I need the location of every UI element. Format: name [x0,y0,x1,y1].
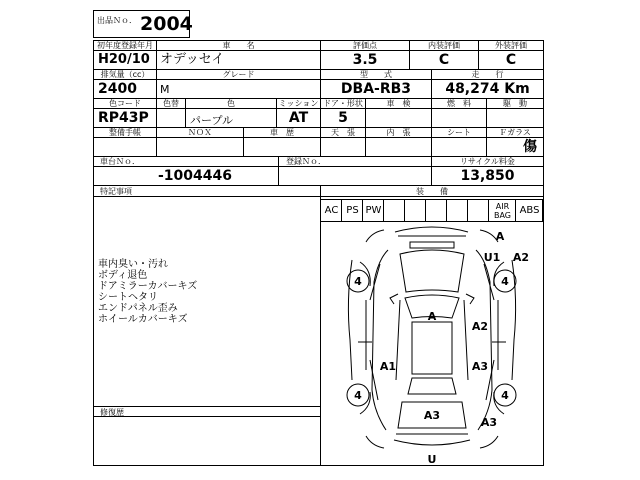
fglass-label: Ｆガラス [499,128,531,137]
lot-no-label: 出品Ｎｏ． [97,16,137,25]
damage-a2-right: A2 [471,320,489,333]
model-name-label: 車 名 [222,41,255,50]
model-value: DBA-RB3 [340,81,412,97]
doors-value: 5 [338,110,348,126]
grade-value: M [160,83,170,96]
exterior-value: C [505,52,517,68]
doors-shape-label: ドア・形状 [323,99,363,108]
remark-item: 車内臭い・汚れ [98,259,168,270]
history-label: 車 歴 [270,128,294,137]
equipment-label: 装 備 [416,187,448,196]
grade-label: グレード [222,70,255,79]
mileage-value: 48,274 Km [445,81,530,97]
damage-a3-bottom: A3 [480,416,498,429]
equipment-cell: ABS [519,204,540,216]
reg-no-label: 登録Ｎｏ． [286,157,326,166]
drive-label: 駆 動 [503,99,527,108]
fglass-value: 傷 [523,139,537,155]
score-value: 3.5 [352,52,378,68]
remark-item: エンドパネル歪み [98,303,178,314]
chassis-no-label: 車台Ｎｏ． [100,157,140,166]
equipment-cell: PW [365,204,382,216]
color-value: パープル [190,114,234,127]
fuel-label: 燃 料 [447,99,471,108]
equipment-cell: AIR BAG [493,201,512,220]
color-change-label: 色替 [163,99,179,108]
chassis-no-value: -1004446 [158,168,232,184]
seat-label: シート [447,128,471,137]
sunroof-label: 天 張 [331,128,355,137]
color-code-value: RP43P [98,110,149,126]
damage-front: A [495,230,505,243]
exterior-label: 外装評価 [495,41,527,50]
first-reg-value: H20/10 [98,52,150,67]
damage-a3-right: A3 [471,360,489,373]
color-label: 色 [227,99,235,108]
tire-front-right-value: 4 [501,275,509,288]
equipment-cell [447,200,468,221]
equipment-cell: PS [346,204,359,216]
remark-item: ドアミラーカバーキズ [98,281,198,292]
equipment-cell [426,200,447,221]
tire-rear-right-value: 4 [501,389,509,402]
equipment-cell [384,200,405,221]
score-label: 評価点 [353,41,377,50]
mission-value: AT [288,110,309,126]
inspection-label: 車 検 [386,99,411,108]
remarks-list [98,259,197,325]
tire-front-left-value: 4 [354,275,362,288]
mileage-label: 走 行 [471,70,504,79]
equipment-cell [468,200,489,221]
remark-item: ホイールカバーキズ [98,314,188,325]
model-name-value: オデッセイ [160,52,225,67]
remark-item: シートヘタリ [98,292,158,303]
damage-u1: U1 [483,251,501,264]
repair-label: 修復歴 [100,408,124,417]
maintenance-label: 整備手帳 [109,128,141,137]
remarks-label: 特記事項 [100,187,132,196]
nox-label: ＮＯＸ [188,128,212,137]
damage-a3-rear: A3 [423,409,441,422]
interior-label: 内装評価 [428,41,460,50]
interior-value: C [438,52,450,68]
damage-a2-top: A2 [512,251,530,264]
tire-rear-left-value: 4 [354,389,362,402]
displacement-label: 排気量（cc） [100,70,150,79]
first-reg-label: 初年度登録年月 [97,41,153,50]
model-label: 型 式 [360,70,392,79]
displacement-value: 2400 [98,81,137,97]
recycle-value: 13,850 [460,168,515,184]
color-code-label: 色コード [109,99,141,108]
lot-no-value: 2004 [140,13,193,35]
remark-item: ボディ退色 [98,270,148,281]
inner-label: 内 張 [386,128,411,137]
damage-u-bottom: U [427,453,437,466]
damage-center: A [427,310,437,323]
equipment-cell: AC [324,204,339,216]
mission-label: ミッション [278,99,319,108]
recycle-label: リサイクル料金 [460,157,515,166]
damage-a1-left: A1 [379,360,397,373]
equipment-cell [405,200,426,221]
